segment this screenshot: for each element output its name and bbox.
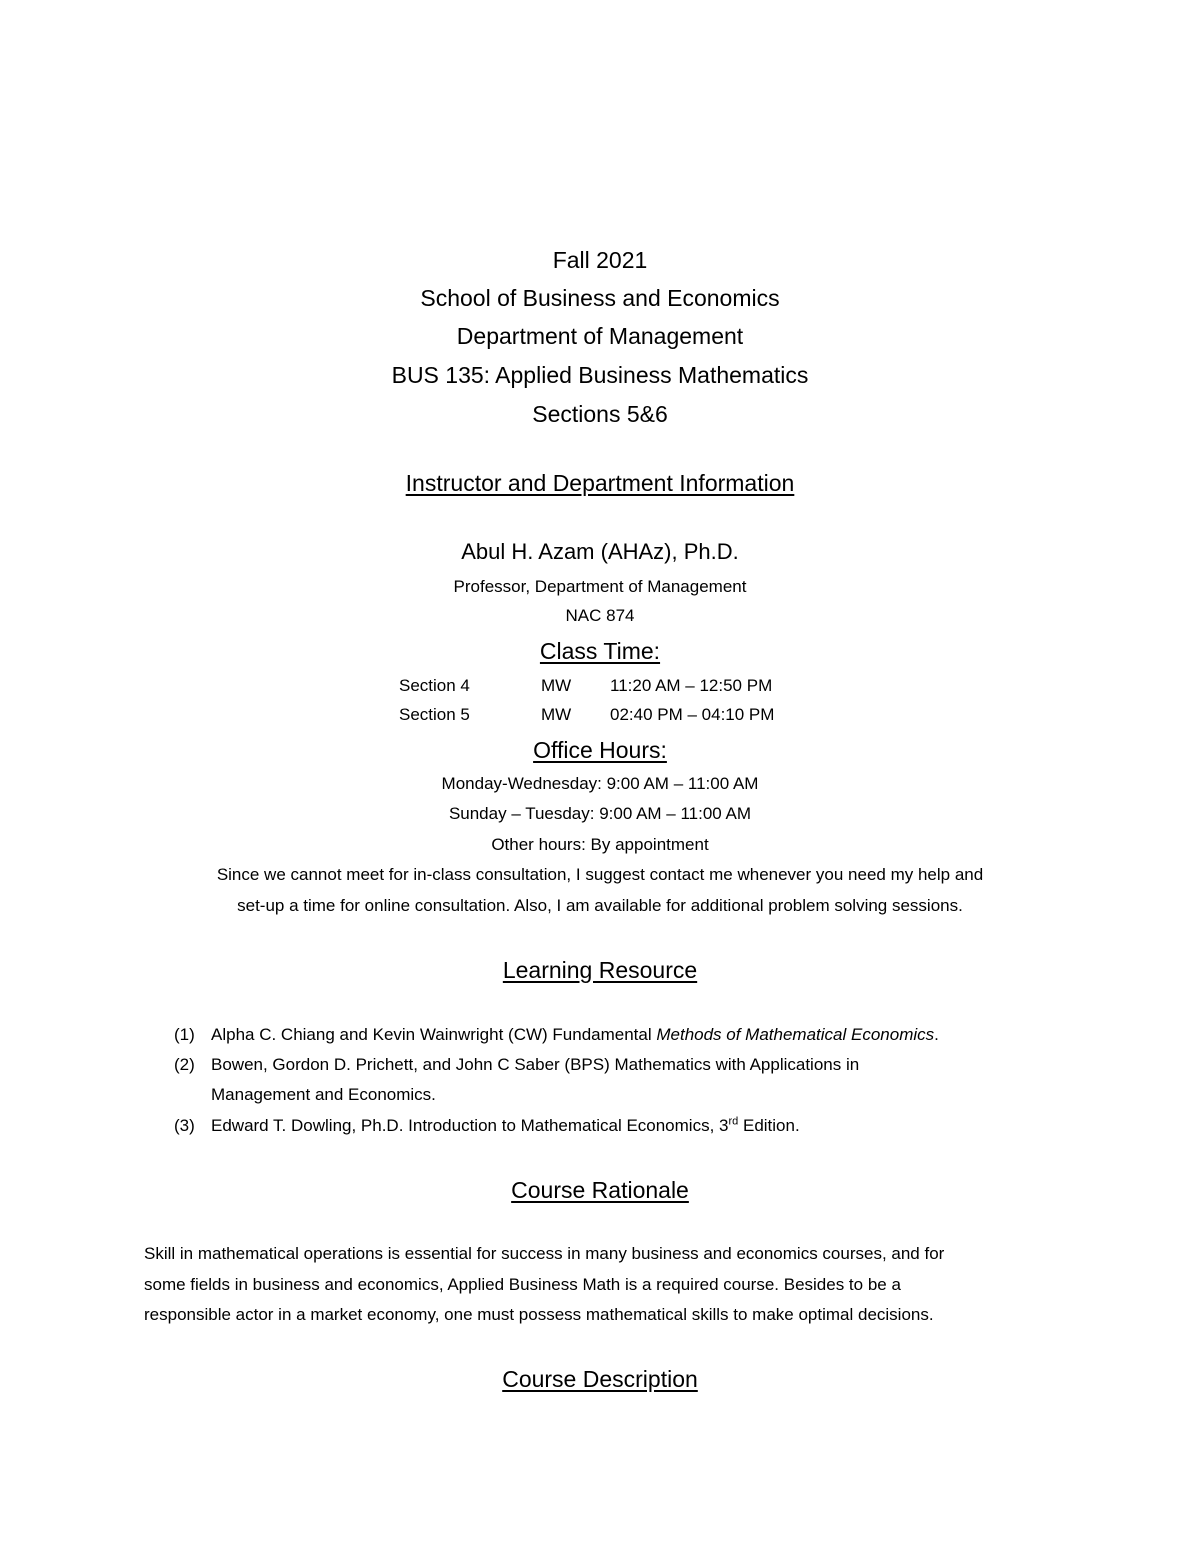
class-time-heading: Class Time: <box>539 638 661 664</box>
resource-end: Edition. <box>738 1116 800 1135</box>
edition-superscript: rd <box>728 1115 739 1128</box>
class-hours: 02:40 PM – 04:10 PM <box>610 705 775 724</box>
class-row <box>399 705 819 729</box>
course-sections: Sections 5&6 <box>532 401 668 427</box>
term: Fall 2021 <box>552 247 648 273</box>
resource-item <box>174 1055 1054 1111</box>
office-hours-heading: Office Hours: <box>533 737 667 763</box>
class-days: MW <box>541 705 572 724</box>
consultation-note-line: Since we cannot meet for in-class consultation, I suggest contact me whenever you need my help and <box>216 865 984 884</box>
class-row <box>399 676 819 700</box>
learning-resource-heading: Learning Resource <box>502 957 698 983</box>
instructor-title: Professor, Department of Management <box>453 577 747 596</box>
resource-title-italic: Methods of Mathematical Economics <box>656 1025 935 1044</box>
class-hours: 11:20 AM – 12:50 PM <box>610 676 773 695</box>
rationale-line: some fields in business and economics, Applied Business Math is a required course. Besides to be a <box>144 1275 901 1294</box>
course-title: BUS 135: Applied Business Mathematics <box>391 362 809 388</box>
rationale-line: responsible actor in a market economy, one must possess mathematical skills to make optimal decisions. <box>144 1305 934 1324</box>
consultation-note-line: set-up a time for online consultation. Also, I am available for additional problem solving sessions. <box>237 896 963 915</box>
resource-text <box>211 1116 800 1136</box>
resource-author: Alpha C. Chiang and Kevin Wainwright (CW) Fundamental <box>211 1025 657 1044</box>
office-hours-line: Other hours: By appointment <box>491 835 709 854</box>
instructor-office: NAC 874 <box>565 606 635 625</box>
resource-number: (1) <box>174 1025 195 1044</box>
resource-item <box>174 1025 1054 1051</box>
resource-text: Bowen, Gordon D. Prichett, and John C Saber (BPS) Mathematics with Applications in <box>211 1055 860 1074</box>
resource-number: (2) <box>174 1055 195 1074</box>
resource-author: Edward T. Dowling, Ph.D. Introduction to Mathematical Economics, 3 <box>211 1116 729 1135</box>
department-name: Department of Management <box>456 323 744 349</box>
resource-text-continued: Management and Economics. <box>211 1085 436 1104</box>
instructor-heading: Instructor and Department Information <box>405 470 795 496</box>
school-name: School of Business and Economics <box>420 285 780 311</box>
office-hours-line: Monday-Wednesday: 9:00 AM – 11:00 AM <box>441 774 759 793</box>
resource-end: . <box>934 1025 939 1044</box>
course-description-heading: Course Description <box>502 1366 698 1392</box>
class-days: MW <box>541 676 572 695</box>
instructor-name: Abul H. Azam (AHAz), Ph.D. <box>461 539 739 564</box>
course-rationale-heading: Course Rationale <box>511 1177 689 1203</box>
class-section: Section 4 <box>399 676 470 695</box>
office-hours-line: Sunday – Tuesday: 9:00 AM – 11:00 AM <box>448 804 752 823</box>
resource-text <box>211 1025 939 1045</box>
resource-number: (3) <box>174 1116 195 1135</box>
resource-item <box>174 1116 1054 1142</box>
class-section: Section 5 <box>399 705 470 724</box>
rationale-line: Skill in mathematical operations is essential for success in many business and economics courses, and for <box>144 1244 945 1263</box>
